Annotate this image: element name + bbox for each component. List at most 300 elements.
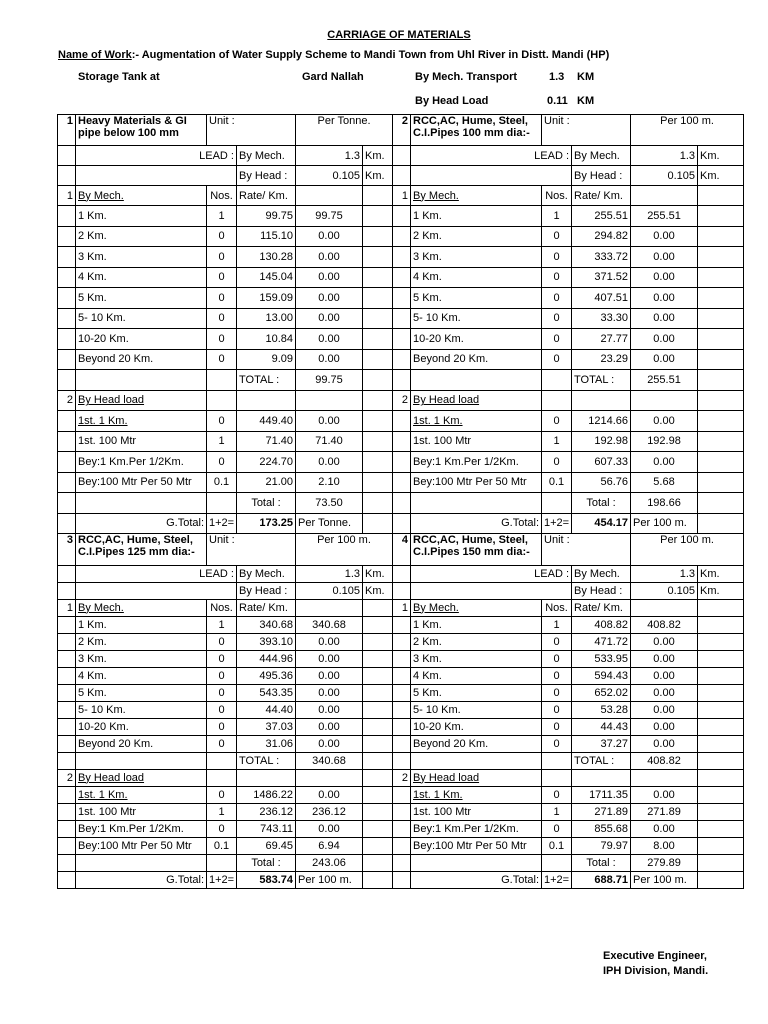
amount-value: 0.00: [296, 667, 363, 684]
amount-value: 0.00: [296, 267, 363, 288]
amount-value: 236.12: [296, 803, 363, 820]
cell: [363, 226, 393, 247]
nos-value: 1: [542, 431, 572, 452]
rate-value: 444.96: [237, 650, 296, 667]
nos-value: 0: [542, 701, 572, 718]
amount-value: 340.68: [296, 616, 363, 633]
rate-value: 23.29: [572, 349, 631, 370]
cell: [698, 667, 744, 684]
nos-value: 1: [542, 616, 572, 633]
head-load-label: 1st. 1 Km.: [76, 786, 207, 803]
distance-label: 3 Km.: [76, 650, 207, 667]
by-head-load-heading: By Head load: [76, 769, 207, 786]
nos-value: 0: [207, 267, 237, 288]
rate-value: 9.09: [237, 349, 296, 370]
section-number: 4: [393, 533, 411, 565]
subsection-number: 2: [58, 390, 76, 411]
amount-value: 0.00: [296, 452, 363, 473]
storage-value: Gard Nallah: [302, 71, 364, 83]
distance-label: 4 Km.: [76, 667, 207, 684]
cell: [58, 633, 76, 650]
lead-head-unit: Km.: [363, 582, 393, 599]
head-load-label: 1st. 1 Km.: [76, 411, 207, 432]
lead-mech-label: By Mech.: [237, 565, 296, 582]
cell: [393, 247, 411, 268]
mech-transport-label: By Mech. Transport: [415, 71, 518, 83]
nos-value: 1: [207, 431, 237, 452]
cell: [363, 718, 393, 735]
rate-value: 130.28: [237, 247, 296, 268]
rate-value: 37.03: [237, 718, 296, 735]
rate-value: 855.68: [572, 820, 631, 837]
cell: [296, 390, 363, 411]
rate-value: 294.82: [572, 226, 631, 247]
rate-header: Rate/ Km.: [572, 599, 631, 616]
cell: [698, 431, 744, 452]
distance-label: 1 Km.: [411, 616, 542, 633]
lead-mech-value: 1.3: [631, 146, 698, 166]
distance-label: 2 Km.: [76, 226, 207, 247]
table-row: [58, 115, 744, 146]
cell: [58, 431, 76, 452]
cell: [363, 186, 393, 206]
cell: [393, 370, 411, 391]
unit-value: Per Tonne.: [296, 115, 393, 146]
cell: [58, 854, 76, 871]
lead-mech-unit: Km.: [698, 146, 744, 166]
cell: [363, 411, 393, 432]
cell: [698, 650, 744, 667]
amount-value: 0.00: [631, 735, 698, 752]
rate-value: 652.02: [572, 684, 631, 701]
storage-label: Storage Tank at: [78, 71, 160, 83]
lead-head-label: By Head :: [572, 166, 631, 186]
cell: [393, 206, 411, 227]
subsection-number: 2: [393, 769, 411, 786]
cell: [411, 493, 542, 514]
head-load-label: 1st. 1 Km.: [411, 411, 542, 432]
head-load-value: 0.11: [547, 95, 568, 107]
nos-value: 0.1: [207, 472, 237, 493]
section-title: RCC,AC, Hume, Steel, C.I.Pipes 150 mm dia:-: [411, 533, 542, 565]
table-row: [58, 472, 744, 493]
table-row: [58, 701, 744, 718]
rate-value: 333.72: [572, 247, 631, 268]
total-label: TOTAL :: [572, 370, 631, 391]
rate-value: 1711.35: [572, 786, 631, 803]
cell: [207, 854, 237, 871]
cell: [76, 370, 207, 391]
lead-head-label: By Head :: [237, 582, 296, 599]
cell: [393, 267, 411, 288]
cell: [393, 684, 411, 701]
grand-total-value: 173.25: [237, 513, 296, 533]
head-load-label: Bey:1 Km.Per 1/2Km.: [76, 452, 207, 473]
total-label: TOTAL :: [572, 752, 631, 769]
cell: [698, 329, 744, 350]
amount-value: 0.00: [631, 267, 698, 288]
cell: [58, 684, 76, 701]
rate-value: 44.40: [237, 701, 296, 718]
by-mech-heading: By Mech.: [411, 186, 542, 206]
cell: [363, 349, 393, 370]
table-row: [58, 329, 744, 350]
rate-value: 71.40: [237, 431, 296, 452]
nos-value: 0: [207, 684, 237, 701]
amount-value: 192.98: [631, 431, 698, 452]
cell: [698, 493, 744, 514]
carriage-table: [57, 114, 744, 889]
table-row: [58, 735, 744, 752]
table-row: [58, 247, 744, 268]
section-title: RCC,AC, Hume, Steel, C.I.Pipes 100 mm dia:-: [411, 115, 542, 146]
amount-value: 0.00: [631, 247, 698, 268]
distance-label: 2 Km.: [411, 226, 542, 247]
table-row: [58, 288, 744, 309]
rate-value: 236.12: [237, 803, 296, 820]
grand-total-label: G.Total:: [411, 871, 542, 888]
rate-value: 56.76: [572, 472, 631, 493]
cell: [363, 667, 393, 684]
cell: [58, 752, 76, 769]
lead-label: LEAD :: [76, 565, 237, 582]
lead-mech-value: 1.3: [631, 565, 698, 582]
cell: [363, 329, 393, 350]
rate-value: 594.43: [572, 667, 631, 684]
amount-value: 0.00: [631, 452, 698, 473]
table-row: [58, 146, 744, 166]
nos-value: 0: [542, 226, 572, 247]
cell: [393, 616, 411, 633]
amount-value: 0.00: [296, 820, 363, 837]
cell: [363, 472, 393, 493]
grand-total-label: G.Total:: [411, 513, 542, 533]
grand-total-formula: 1+2=: [542, 513, 572, 533]
cell: [393, 349, 411, 370]
amount-value: 0.00: [296, 349, 363, 370]
subsection-number: 1: [393, 599, 411, 616]
lead-mech-unit: Km.: [698, 565, 744, 582]
cell: [542, 769, 572, 786]
cell: [631, 186, 698, 206]
cell: [698, 803, 744, 820]
amount-value: 0.00: [296, 786, 363, 803]
rate-value: 69.45: [237, 837, 296, 854]
by-mech-heading: By Mech.: [76, 186, 207, 206]
nos-value: 0: [542, 650, 572, 667]
amount-value: 0.00: [296, 633, 363, 650]
amount-value: 0.00: [631, 701, 698, 718]
cell: [698, 684, 744, 701]
cell: [393, 146, 411, 166]
head-load-label: By Head Load: [415, 95, 489, 107]
table-row: [58, 854, 744, 871]
amount-value: 0.00: [296, 718, 363, 735]
distance-label: 5 Km.: [411, 684, 542, 701]
nos-value: 0: [542, 684, 572, 701]
subsection-number: 1: [393, 186, 411, 206]
unit-value: Per 100 m.: [296, 533, 393, 565]
amount-value: 271.89: [631, 803, 698, 820]
table-row: [58, 718, 744, 735]
rate-header: Rate/ Km.: [572, 186, 631, 206]
nos-value: 0: [207, 667, 237, 684]
distance-label: 1 Km.: [411, 206, 542, 227]
cell: [363, 308, 393, 329]
cell: [58, 411, 76, 432]
nos-header: Nos.: [207, 186, 237, 206]
distance-label: 5 Km.: [76, 288, 207, 309]
amount-value: 0.00: [631, 411, 698, 432]
cell: [393, 820, 411, 837]
head-total-value: 198.66: [631, 493, 698, 514]
mech-total-value: 340.68: [296, 752, 363, 769]
nos-value: 0: [207, 820, 237, 837]
nos-value: 0: [207, 735, 237, 752]
total-label: Total :: [572, 493, 631, 514]
table-row: [58, 752, 744, 769]
lead-head-unit: Km.: [363, 166, 393, 186]
cell: [393, 166, 411, 186]
amount-value: 99.75: [296, 206, 363, 227]
cell: [296, 599, 363, 616]
cell: [363, 820, 393, 837]
nos-value: 0: [542, 718, 572, 735]
cell: [698, 472, 744, 493]
amount-value: 0.00: [296, 329, 363, 350]
amount-value: 0.00: [631, 329, 698, 350]
nos-value: 0: [542, 735, 572, 752]
subsection-number: 2: [58, 769, 76, 786]
cell: [58, 226, 76, 247]
subsection-number: 2: [393, 390, 411, 411]
cell: [542, 370, 572, 391]
amount-value: 0.00: [631, 349, 698, 370]
by-mech-heading: By Mech.: [411, 599, 542, 616]
cell: [58, 616, 76, 633]
distance-label: Beyond 20 Km.: [76, 735, 207, 752]
rate-value: 533.95: [572, 650, 631, 667]
section-title: Heavy Materials & GI pipe below 100 mm: [76, 115, 207, 146]
rate-value: 393.10: [237, 633, 296, 650]
table-row: [58, 786, 744, 803]
nos-value: 0: [207, 701, 237, 718]
nos-value: 0: [207, 308, 237, 329]
head-load-label: 1st. 100 Mtr: [76, 431, 207, 452]
unit-label: Unit :: [542, 115, 631, 146]
grand-total-value: 454.17: [572, 513, 631, 533]
lead-head-unit: Km.: [698, 166, 744, 186]
cell: [58, 146, 76, 166]
distance-label: 5- 10 Km.: [411, 308, 542, 329]
rate-value: 407.51: [572, 288, 631, 309]
table-row: [58, 803, 744, 820]
cell: [698, 871, 744, 888]
rate-value: 53.28: [572, 701, 631, 718]
cell: [363, 769, 393, 786]
cell: [58, 206, 76, 227]
cell: [393, 650, 411, 667]
cell: [393, 735, 411, 752]
unit-value: Per 100 m.: [631, 533, 744, 565]
cell: [76, 166, 237, 186]
distance-label: 5 Km.: [411, 288, 542, 309]
amount-value: 0.00: [631, 226, 698, 247]
cell: [542, 493, 572, 514]
grand-total-unit: Per 100 m.: [296, 871, 363, 888]
nos-value: 1: [207, 616, 237, 633]
amount-value: 255.51: [631, 206, 698, 227]
table-row: [58, 308, 744, 329]
cell: [698, 599, 744, 616]
rate-value: 471.72: [572, 633, 631, 650]
head-load-label: Bey:100 Mtr Per 50 Mtr: [76, 837, 207, 854]
cell: [58, 472, 76, 493]
total-label: Total :: [237, 854, 296, 871]
cell: [393, 431, 411, 452]
cell: [58, 718, 76, 735]
grand-total-value: 583.74: [237, 871, 296, 888]
mech-transport-unit: KM: [577, 71, 595, 83]
cell: [58, 871, 76, 888]
cell: [698, 452, 744, 473]
rate-value: 192.98: [572, 431, 631, 452]
mech-transport-value: 1.3: [549, 71, 565, 83]
unit-label: Unit :: [207, 533, 296, 565]
distance-label: 3 Km.: [411, 650, 542, 667]
amount-value: 0.00: [631, 633, 698, 650]
section-number: 3: [58, 533, 76, 565]
cell: [393, 329, 411, 350]
table-row: [58, 206, 744, 227]
cell: [411, 752, 542, 769]
nos-value: 1: [542, 803, 572, 820]
cell: [698, 206, 744, 227]
distance-label: 1 Km.: [76, 616, 207, 633]
nos-header: Nos.: [542, 599, 572, 616]
rate-value: 31.06: [237, 735, 296, 752]
amount-value: 0.00: [631, 667, 698, 684]
amount-value: 8.00: [631, 837, 698, 854]
cell: [207, 370, 237, 391]
nos-value: 0: [207, 452, 237, 473]
table-row: [58, 431, 744, 452]
table-row: [58, 633, 744, 650]
cell: [363, 431, 393, 452]
nos-value: 0: [542, 667, 572, 684]
cell: [393, 411, 411, 432]
nos-header: Nos.: [207, 599, 237, 616]
cell: [698, 513, 744, 533]
distance-label: 2 Km.: [411, 633, 542, 650]
table-row: [58, 493, 744, 514]
nos-value: 0: [207, 786, 237, 803]
cell: [363, 390, 393, 411]
rate-value: 340.68: [237, 616, 296, 633]
amount-value: 6.94: [296, 837, 363, 854]
rate-header: Rate/ Km.: [237, 186, 296, 206]
cell: [363, 684, 393, 701]
cell: [698, 820, 744, 837]
cell: [393, 854, 411, 871]
table-row: [58, 166, 744, 186]
head-load-label: Bey:100 Mtr Per 50 Mtr: [411, 472, 542, 493]
name-of-work: [58, 49, 609, 61]
cell: [363, 370, 393, 391]
cell: [296, 769, 363, 786]
cell: [393, 452, 411, 473]
grand-total-formula: 1+2=: [207, 513, 237, 533]
amount-value: 0.00: [296, 650, 363, 667]
table-row: [58, 565, 744, 582]
cell: [393, 803, 411, 820]
grand-total-label: G.Total:: [76, 871, 207, 888]
cell: [698, 186, 744, 206]
head-load-label: Bey:1 Km.Per 1/2Km.: [76, 820, 207, 837]
cell: [411, 166, 572, 186]
head-total-value: 279.89: [631, 854, 698, 871]
rate-value: 115.10: [237, 226, 296, 247]
unit-label: Unit :: [542, 533, 631, 565]
amount-value: 0.00: [296, 247, 363, 268]
nos-value: 0: [207, 226, 237, 247]
head-load-label: Bey:1 Km.Per 1/2Km.: [411, 452, 542, 473]
amount-value: 5.68: [631, 472, 698, 493]
cell: [411, 370, 542, 391]
cell: [411, 854, 542, 871]
cell: [698, 370, 744, 391]
amount-value: 0.00: [296, 735, 363, 752]
unit-label: Unit :: [207, 115, 296, 146]
cell: [698, 701, 744, 718]
distance-label: 4 Km.: [411, 667, 542, 684]
distance-label: 5- 10 Km.: [76, 701, 207, 718]
head-load-label: 1st. 100 Mtr: [411, 803, 542, 820]
cell: [698, 308, 744, 329]
cell: [572, 769, 631, 786]
cell: [58, 513, 76, 533]
table-row: [58, 411, 744, 432]
nos-value: 0: [542, 820, 572, 837]
cell: [698, 267, 744, 288]
table-row: [58, 267, 744, 288]
nos-value: 0: [207, 411, 237, 432]
distance-label: 5- 10 Km.: [411, 701, 542, 718]
by-head-load-heading: By Head load: [411, 390, 542, 411]
cell: [76, 582, 237, 599]
distance-label: 4 Km.: [76, 267, 207, 288]
cell: [698, 411, 744, 432]
cell: [58, 701, 76, 718]
rate-value: 449.40: [237, 411, 296, 432]
distance-label: Beyond 20 Km.: [411, 735, 542, 752]
rate-value: 145.04: [237, 267, 296, 288]
amount-value: 0.00: [631, 820, 698, 837]
lead-mech-label: By Mech.: [572, 565, 631, 582]
amount-value: 0.00: [296, 308, 363, 329]
cell: [542, 752, 572, 769]
amount-value: 0.00: [296, 411, 363, 432]
amount-value: 0.00: [296, 701, 363, 718]
amount-value: 0.00: [631, 718, 698, 735]
rate-value: 271.89: [572, 803, 631, 820]
lead-head-unit: Km.: [698, 582, 744, 599]
cell: [363, 599, 393, 616]
rate-value: 44.43: [572, 718, 631, 735]
head-load-unit: KM: [577, 95, 595, 107]
cell: [393, 582, 411, 599]
distance-label: 2 Km.: [76, 633, 207, 650]
